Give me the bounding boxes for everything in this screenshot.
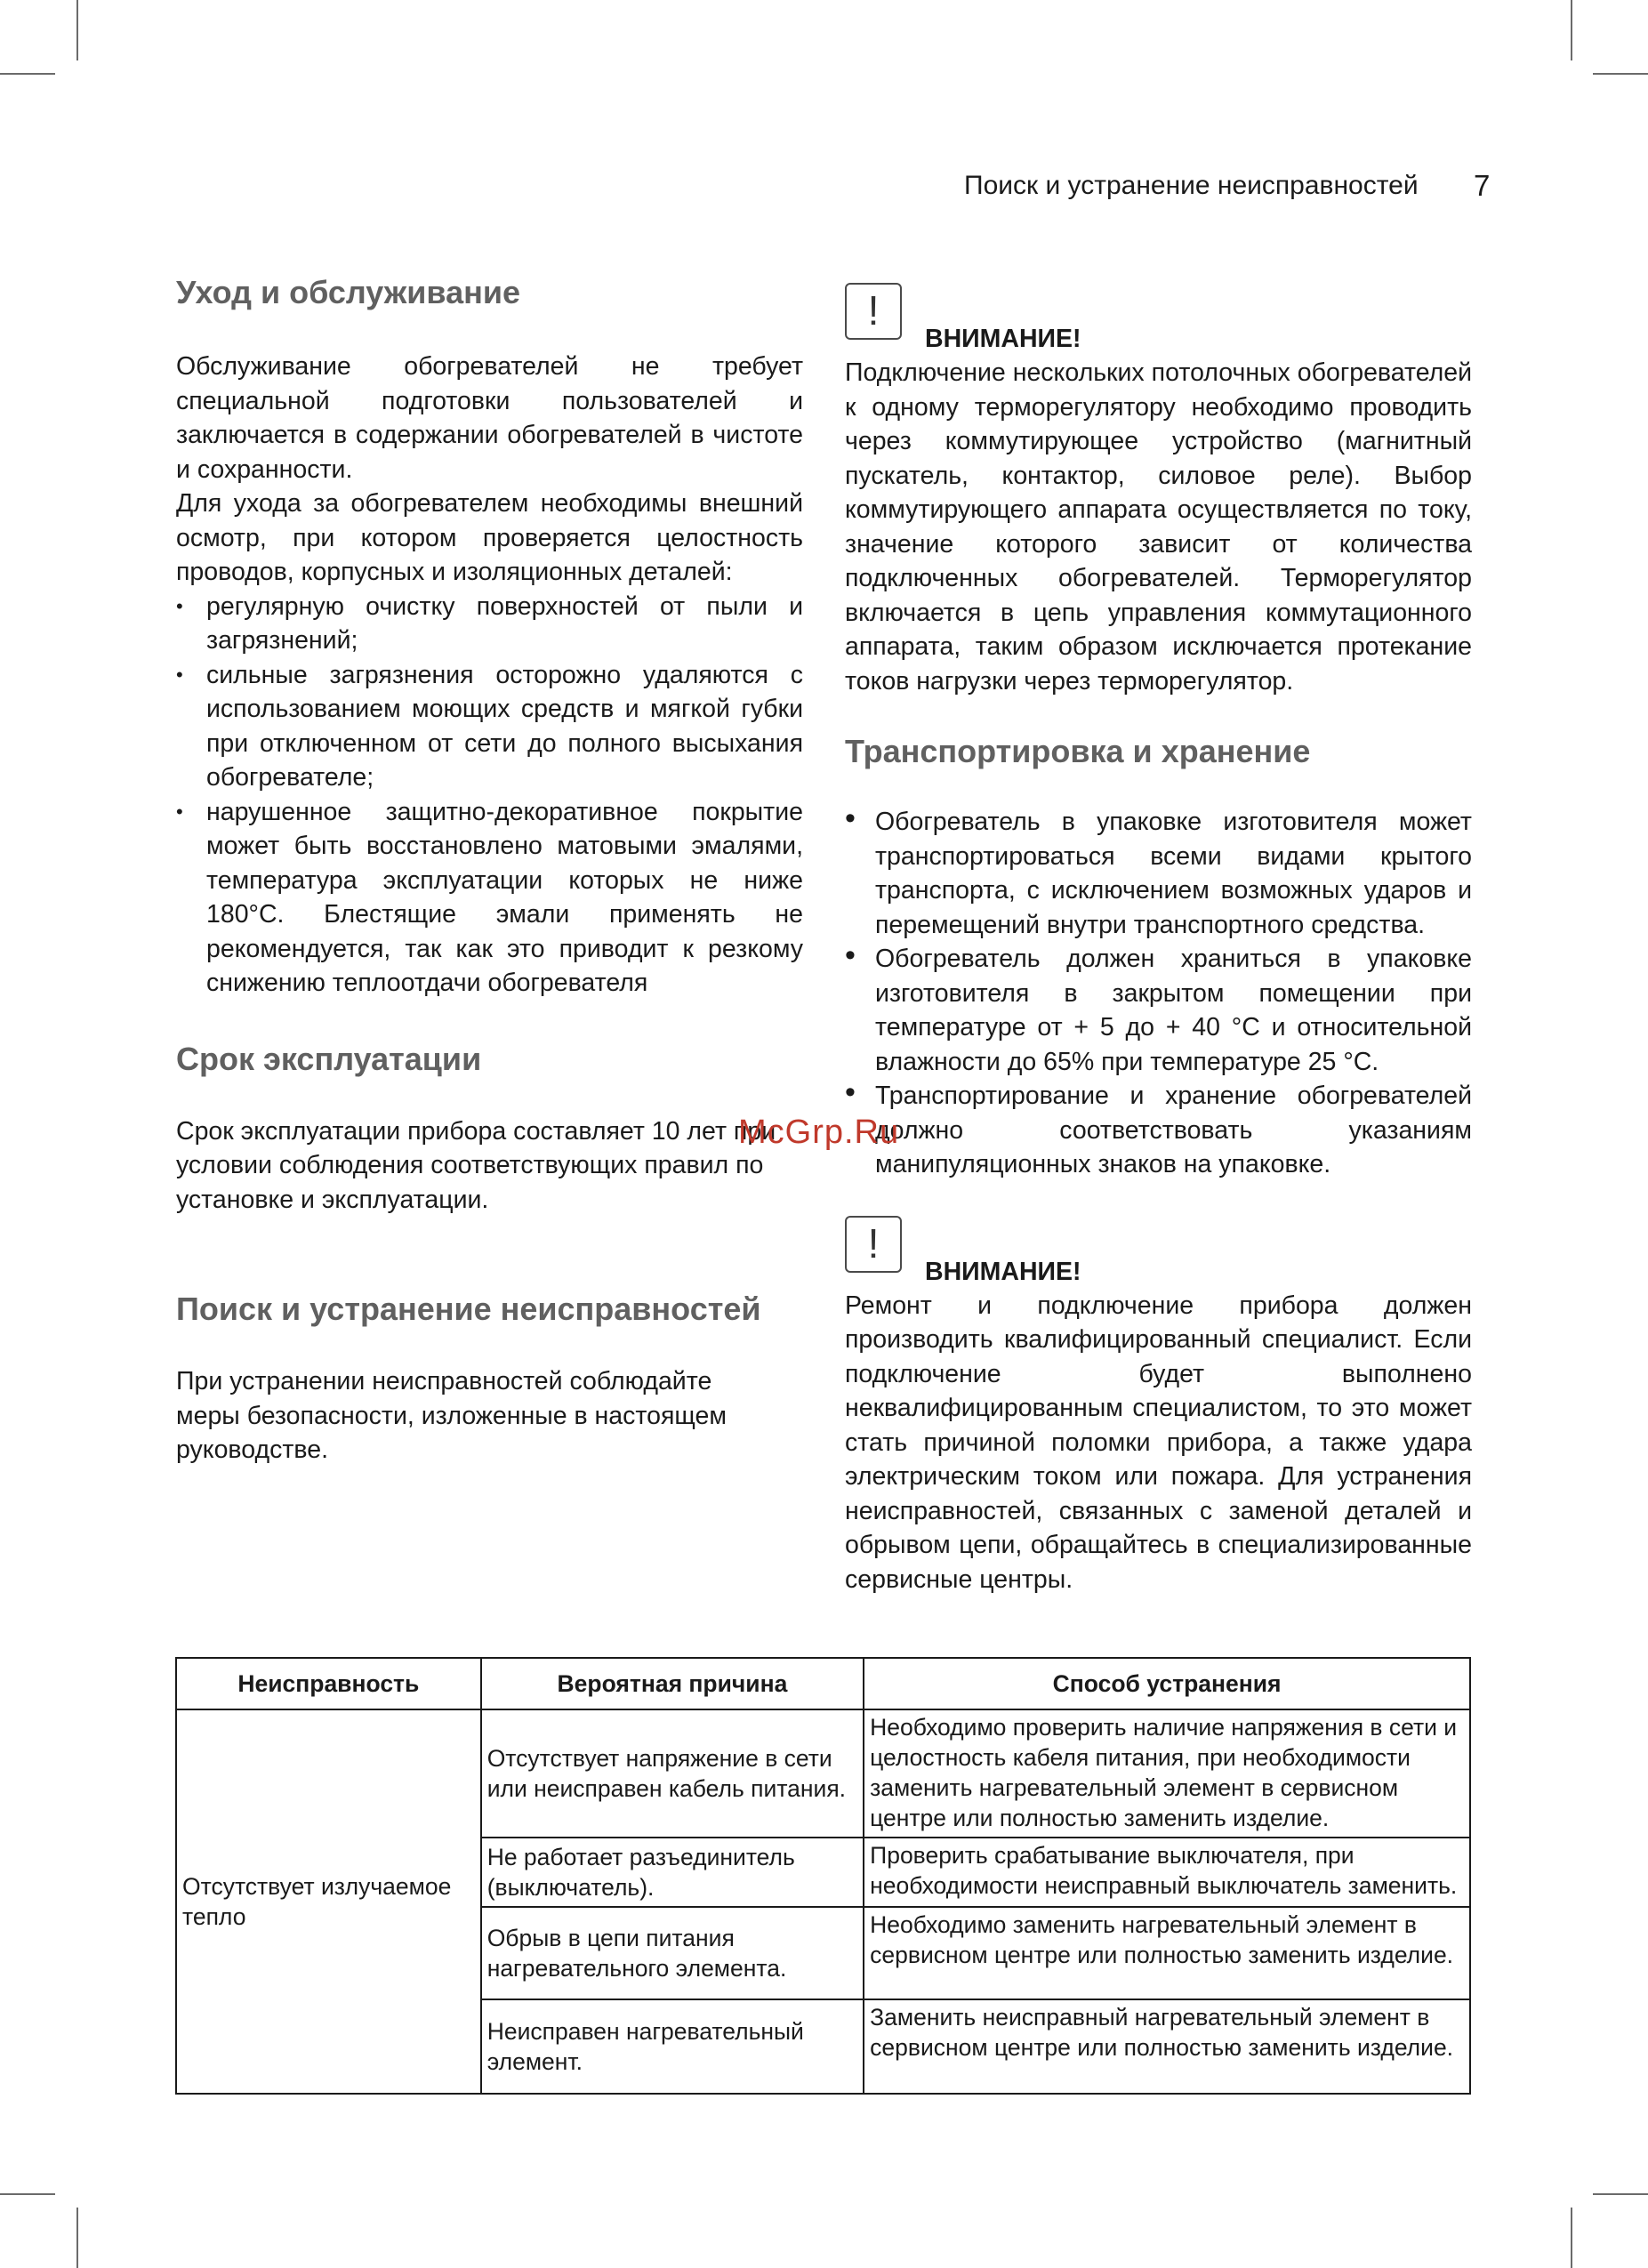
- cause-cell: Обрыв в цепи питания нагревательного элемента.: [481, 1907, 864, 1999]
- troubleshooting-heading: Поиск и устранение неисправностей: [176, 1291, 761, 1327]
- care-paragraph-2: Для ухода за обогревателем необходимы внешний осмотр, при котором проверяется целостность проводов, корпусных и изоляционных деталей:: [176, 489, 803, 586]
- crop-mark: [1571, 0, 1572, 60]
- troubleshooting-text: При устранении неисправностей соблюдайте меры безопасности, изложенные в настоящем руководстве.: [176, 1367, 727, 1464]
- care-heading: Уход и обслуживание: [176, 274, 520, 310]
- left-column: [176, 273, 803, 1468]
- list-item: • регулярную очистку поверхностей от пыли и загрязнений;: [176, 590, 803, 658]
- service-life-heading: Срок эксплуатации: [176, 1040, 482, 1077]
- exclamation-icon: !: [845, 1216, 902, 1273]
- bullet-icon: •: [176, 663, 183, 686]
- warning-2-label: ВНИМАНИЕ!: [925, 1257, 1081, 1286]
- crop-mark: [76, 0, 78, 60]
- table-header-row: [176, 1658, 1470, 1709]
- troubleshooting-table: [175, 1657, 1471, 2095]
- bullet-icon: •: [845, 1075, 856, 1109]
- table-row: [176, 1709, 1470, 1838]
- remedy-cell: Проверить срабатывание выключателя, при необходимости неисправный выключатель заменить.: [864, 1838, 1470, 1907]
- bullet-icon: •: [845, 801, 856, 835]
- page-number: 7: [1474, 169, 1491, 202]
- running-header: [961, 169, 1494, 205]
- warning-2-header: [845, 1216, 1472, 1287]
- exclamation-icon: !: [845, 283, 902, 340]
- warning-1-label: ВНИМАНИЕ!: [925, 325, 1081, 353]
- transport-heading: Транспортировка и хранение: [845, 733, 1311, 769]
- list-item: • сильные загрязнения осторожно удаляются с использованием моющих средств и мягкой губки при отключенном от сети до полного высыхания обогревателе;: [176, 658, 803, 795]
- crop-mark: [0, 73, 55, 75]
- crop-mark: [1571, 2208, 1572, 2268]
- cause-cell: Отсутствует напряжение в сети или неисправен кабель питания.: [481, 1709, 864, 1838]
- transport-bullet-list: [845, 801, 1472, 1182]
- remedy-cell: Заменить неисправный нагревательный элемент в сервисном центре или полностью заменить изделие.: [864, 1999, 1470, 2094]
- running-header-title: Поиск и устранение неисправностей: [964, 171, 1419, 200]
- cause-cell: Неисправен нагревательный элемент.: [481, 1999, 864, 2094]
- list-item: • нарушенное защитно-декоративное покрытие может быть восстановлено матовыми эмалями, температура эксплуатации которых не ниже 180°С. Блестящие эмали применять не рекомендуется, так как это приводит к резкому снижению теплоотдачи обогревателя: [176, 795, 803, 1001]
- column-header-fault: Неисправность: [176, 1658, 481, 1709]
- cause-cell: Не работает разъединитель (выключатель).: [481, 1838, 864, 1907]
- care-bullet-list: [176, 590, 803, 1001]
- fault-cell: Отсутствует излучаемое тепло: [176, 1709, 481, 2094]
- remedy-cell: Необходимо заменить нагревательный элемент в сервисном центре или полностью заменить изделие.: [864, 1907, 1470, 1999]
- crop-mark: [0, 2193, 55, 2195]
- column-header-remedy: Способ устранения: [864, 1658, 1470, 1709]
- care-paragraph-1: Обслуживание обогревателей не требует специальной подготовки пользователей и заключается в содержании обогревателей в чистоте и сохранности.: [176, 352, 803, 484]
- list-item: • Обогреватель должен храниться в упаковке изготовителя в закрытом помещении при температуре от + 5 до + 40 °С и относительной влажности до 65% при температуре 25 °С.: [845, 938, 1472, 1076]
- warning-1-text: Подключение нескольких потолочных обогревателей к одному терморегулятору необходимо проводить через коммутирующее устройство (магнитный пускатель, контактор, силовое реле). Выбор коммутирующего аппарата осуществляется по току, значение которого зависит от количества подключенных обогревателей. Терморегулятор включается в цепь управления коммутационного аппарата, таким образом исключается протекание токов нагрузки через терморегулятор.: [845, 358, 1472, 696]
- crop-mark: [1593, 73, 1648, 75]
- crop-mark: [1593, 2193, 1648, 2195]
- watermark: McGrp.Ru: [738, 1114, 900, 1151]
- right-column: [845, 283, 1472, 1596]
- warning-1-header: [845, 283, 1472, 354]
- service-life-text: Срок эксплуатации прибора составляет 10 лет при условии соблюдения соответствующих правил по установке и эксплуатации.: [176, 1116, 776, 1214]
- list-item: • Обогреватель в упаковке изготовителя может транспортироваться всеми видами крытого транспорта, с исключением возможных ударов и перемещений внутри транспортного средства.: [845, 801, 1472, 939]
- warning-2-text: Ремонт и подключение прибора должен производить квалифицированный специалист. Если подключение будет выполнено неквалифицированным специалистом, то это может стать причиной поломки прибора, а также удара электрическим током или пожара. Для устранения неисправностей, связанных с заменой деталей и обрывом цепи, обращайтесь в специализированные сервисные центры.: [845, 1291, 1472, 1594]
- column-header-cause: Вероятная причина: [481, 1658, 864, 1709]
- bullet-icon: •: [176, 594, 183, 617]
- bullet-icon: •: [845, 938, 856, 972]
- crop-mark: [76, 2208, 78, 2268]
- list-item: • Транспортирование и хранение обогревателей должно соответствовать указаниям манипуляционных знаков на упаковке.: [845, 1075, 1472, 1178]
- remedy-cell: Необходимо проверить наличие напряжения в сети и целостность кабеля питания, при необходимости заменить нагревательный элемент в сервисном центре или полностью заменить изделие.: [864, 1709, 1470, 1838]
- bullet-icon: •: [176, 800, 183, 823]
